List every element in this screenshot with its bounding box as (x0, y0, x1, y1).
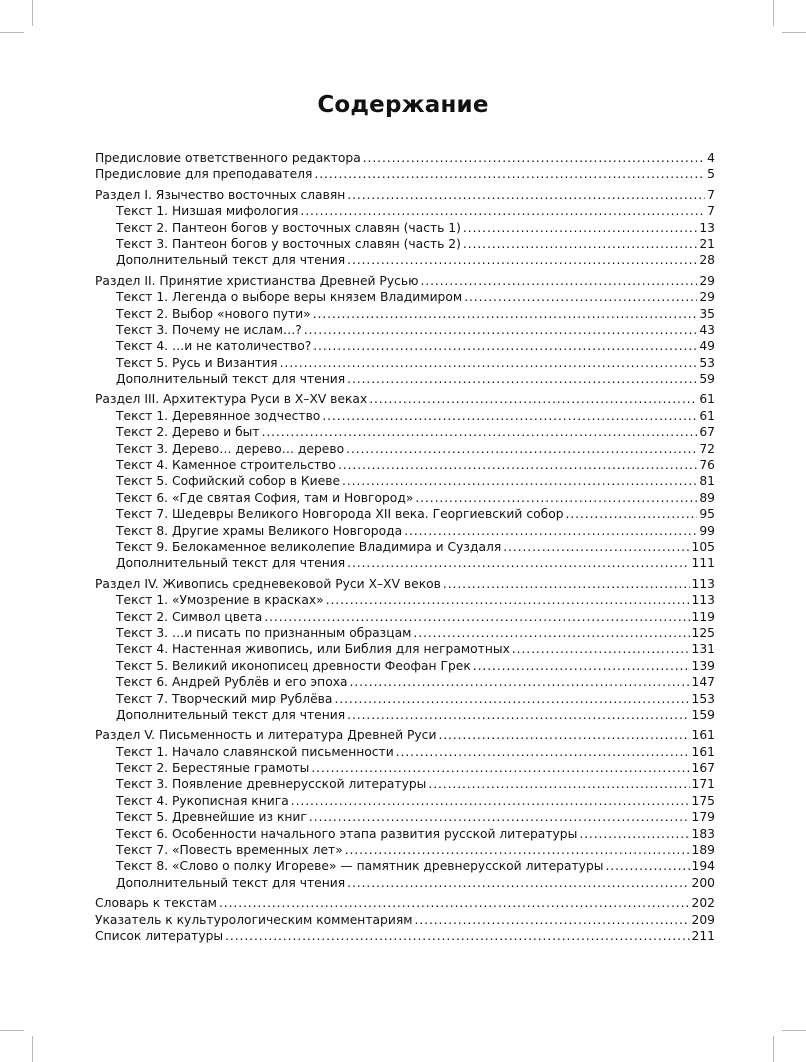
toc-subentry[interactable] (95, 760, 715, 776)
toc-subentry[interactable] (95, 220, 715, 236)
toc-page-number: 5 (707, 167, 715, 182)
dot-leader (396, 744, 690, 760)
toc-page-number: 49 (699, 339, 715, 354)
dot-leader (605, 858, 689, 874)
toc-subentry[interactable] (95, 858, 715, 874)
toc-subentry[interactable] (95, 252, 715, 268)
toc-page-number: 89 (699, 490, 715, 505)
toc-entry-title: Текст 5. Софийский собор в Киеве (116, 474, 341, 489)
toc-entry-title: Текст 3. Дерево… дерево… дерево (116, 441, 345, 456)
toc-entry-title: Указатель к культурологическим комментариям (95, 912, 413, 927)
toc-page-number: 131 (691, 642, 715, 657)
toc-entry-title: Раздел IV. Живопись средневековой Руси X–XV веков (95, 576, 441, 591)
toc-page-number: 28 (699, 253, 715, 268)
toc-page-number: 111 (691, 556, 715, 571)
toc-section (95, 187, 715, 269)
toc-entry-title: Раздел III. Архитектура Руси в X–XV веках (95, 392, 368, 407)
toc-subentry[interactable] (95, 371, 715, 387)
crop-mark (773, 0, 774, 26)
toc-entry-title: Текст 3. Пантеон богов у восточных славян (часть 2) (116, 236, 461, 251)
toc-subentry[interactable] (95, 842, 715, 858)
toc-entry[interactable] (95, 187, 715, 203)
toc-page-number: 200 (691, 875, 715, 890)
toc-entry-title: Текст 8. «Слово о полку Игореве» — памятник древнерусской литературы (116, 859, 604, 874)
toc-page-number: 53 (699, 355, 715, 370)
toc-subentry[interactable] (95, 490, 715, 506)
dot-leader (309, 809, 690, 825)
toc-page-number: 105 (691, 539, 715, 554)
toc-page-number: 159 (691, 707, 715, 722)
toc-section (95, 391, 715, 571)
dot-leader (313, 306, 698, 322)
dot-leader (404, 523, 697, 539)
toc-page-number: 211 (691, 928, 715, 943)
toc-entry-title: Дополнительный текст для чтения (116, 372, 346, 387)
dot-leader (369, 391, 697, 407)
toc-subentry[interactable] (95, 592, 715, 608)
toc-section (95, 727, 715, 891)
dot-leader (420, 273, 697, 289)
dot-leader (346, 441, 697, 457)
toc-page-number: 139 (691, 658, 715, 673)
toc-page-number: 61 (699, 392, 715, 407)
toc-page-number: 167 (691, 761, 715, 776)
toc-page-number: 35 (699, 306, 715, 321)
toc-subentry[interactable] (95, 506, 715, 522)
toc-page-number: 72 (699, 441, 715, 456)
toc-entry-title: Текст 5. Великий иконописец древности Феофан Грек (116, 658, 471, 673)
toc-entry-title: Текст 6. Особенности начального этапа развития русской литературы (116, 826, 578, 841)
toc-entry-title: Дополнительный текст для чтения (116, 707, 346, 722)
toc-entry-title: Дополнительный текст для чтения (116, 253, 346, 268)
toc-page-number: 179 (691, 810, 715, 825)
toc-entry-title: Словарь к текстам (95, 896, 217, 911)
toc-subentry[interactable] (95, 523, 715, 539)
dot-leader (503, 539, 689, 555)
dot-leader (219, 895, 690, 911)
toc-section (95, 895, 715, 944)
toc-subentry[interactable] (95, 625, 715, 641)
toc-entry[interactable] (95, 576, 715, 592)
toc-entry-title: Текст 4. …и не католичество? (116, 339, 312, 354)
toc-entry[interactable] (95, 150, 715, 166)
toc-entry-title: Текст 5. Древнейшие из книг (116, 810, 307, 825)
toc-page-number: 29 (699, 290, 715, 305)
toc-entry[interactable] (95, 912, 715, 928)
toc-entry-title: Текст 1. «Умозрение в красках» (116, 593, 324, 608)
dot-leader (345, 842, 690, 858)
dot-leader (428, 776, 689, 792)
dot-leader (512, 641, 690, 657)
toc-subentry[interactable] (95, 875, 715, 891)
crop-mark (32, 1036, 33, 1062)
toc-entry-title: Текст 7. Шедевры Великого Новгорода XII века. Георгиевский собор (116, 507, 564, 522)
toc-page-number: 147 (691, 675, 715, 690)
dot-leader (342, 473, 697, 489)
toc-subentry[interactable] (95, 355, 715, 371)
toc-subentry[interactable] (95, 338, 715, 354)
toc-entry[interactable] (95, 166, 715, 182)
toc-subentry[interactable] (95, 744, 715, 760)
toc-entry-title: Текст 6. Андрей Рублёв и его эпоха (116, 675, 348, 690)
crop-mark (782, 32, 806, 33)
dot-leader (473, 658, 690, 674)
crop-mark (782, 1030, 806, 1031)
dot-leader (300, 203, 705, 219)
toc-section (95, 576, 715, 724)
dot-leader (438, 727, 689, 743)
toc-entry-title: Текст 7. «Повесть временных лет» (116, 843, 343, 858)
dot-leader (291, 793, 690, 809)
dot-leader (579, 826, 689, 842)
crop-mark (0, 1030, 24, 1031)
toc-entry-title: Дополнительный текст для чтения (116, 556, 346, 571)
dot-leader (463, 220, 697, 236)
dot-leader (347, 555, 689, 571)
toc-entry-title: Текст 2. Символ цвета (116, 609, 263, 624)
dot-leader (350, 674, 690, 690)
dot-leader (225, 928, 689, 944)
toc-entry-title: Текст 7. Творческий мир Рублёва (116, 691, 333, 706)
toc-subentry[interactable] (95, 658, 715, 674)
toc-page-number: 29 (699, 273, 715, 288)
toc-page-number: 113 (691, 593, 715, 608)
toc-subentry[interactable] (95, 609, 715, 625)
toc-entry[interactable] (95, 928, 715, 944)
toc-page-number: 113 (691, 576, 715, 591)
toc-entry-title: Текст 2. Дерево и быт (116, 425, 260, 440)
toc-subentry[interactable] (95, 691, 715, 707)
toc-page-number: 183 (691, 826, 715, 841)
dot-leader (347, 875, 689, 891)
toc-page-number: 59 (699, 372, 715, 387)
toc-entry-title: Текст 3. Появление древнерусской литературы (116, 777, 427, 792)
dot-leader (363, 150, 705, 166)
toc-page-number: 119 (691, 609, 715, 624)
toc-subentry[interactable] (95, 555, 715, 571)
dot-leader (415, 912, 690, 928)
toc-entry-title: Текст 5. Русь и Византия (116, 355, 278, 370)
page-title: Содержание (317, 92, 489, 118)
toc-subentry[interactable] (95, 641, 715, 657)
toc-subentry[interactable] (95, 707, 715, 723)
dot-leader (322, 408, 697, 424)
toc-entry-title: Текст 1. Легенда о выборе веры князем Владимиром (116, 290, 463, 305)
toc-entry-title: Текст 4. Рукописная книга (116, 793, 289, 808)
toc-entry-title: Раздел V. Письменность и литература Древней Руси (95, 728, 437, 743)
dot-leader (347, 707, 689, 723)
toc-section (95, 273, 715, 388)
dot-leader (262, 424, 698, 440)
toc-page-number: 209 (691, 912, 715, 927)
toc-entry[interactable] (95, 391, 715, 407)
dot-leader (347, 187, 705, 203)
dot-leader (338, 457, 697, 473)
toc-subentry[interactable] (95, 826, 715, 842)
toc-subentry[interactable] (95, 793, 715, 809)
toc-entry[interactable] (95, 273, 715, 289)
toc-page-number: 171 (691, 777, 715, 792)
toc-subentry[interactable] (95, 473, 715, 489)
toc-page-number: 76 (699, 458, 715, 473)
toc-page-number: 189 (691, 843, 715, 858)
toc-entry-title: Текст 1. Деревянное зодчество (116, 408, 321, 423)
toc-subentry[interactable] (95, 408, 715, 424)
toc-subentry[interactable] (95, 322, 715, 338)
crop-mark (0, 32, 24, 33)
toc-entry-title: Предисловие ответственного редактора (95, 151, 361, 165)
toc-entry[interactable] (95, 727, 715, 743)
toc-entry-title: Текст 4. Каменное строительство (116, 458, 336, 473)
toc-subentry[interactable] (95, 289, 715, 305)
toc-entry-title: Раздел II. Принятие христианства Древней Русью (95, 273, 419, 288)
toc-page-number: 4 (707, 151, 715, 165)
toc-subentry[interactable] (95, 674, 715, 690)
toc-entry-title: Раздел I. Язычество восточных славян (95, 187, 346, 202)
toc-entry-title: Список литературы (95, 928, 224, 943)
toc-page-number: 153 (691, 691, 715, 706)
toc-entry-title: Текст 3. Почему не ислам…? (116, 322, 302, 337)
toc-entry-title: Текст 1. Низшая мифология (116, 204, 299, 219)
toc-entry-title: Предисловие для преподавателя (95, 167, 313, 182)
dot-leader (463, 236, 697, 252)
dot-leader (415, 490, 697, 506)
toc-page-number: 161 (691, 744, 715, 759)
toc-page-number: 7 (707, 204, 715, 219)
toc-section (95, 150, 715, 183)
toc-page-number: 194 (691, 859, 715, 874)
toc-page-number: 43 (699, 322, 715, 337)
toc-page-number: 202 (691, 896, 715, 911)
toc-page-number: 161 (691, 728, 715, 743)
dot-leader (413, 625, 689, 641)
toc-subentry[interactable] (95, 539, 715, 555)
toc-entry-title: Текст 6. «Где святая София, там и Новгород» (116, 490, 414, 505)
toc-page-number: 125 (691, 625, 715, 640)
toc-entry[interactable] (95, 895, 715, 911)
dot-leader (347, 252, 697, 268)
dot-leader (264, 609, 689, 625)
dot-leader (311, 760, 689, 776)
dot-leader (566, 506, 698, 522)
toc-page-number: 81 (699, 474, 715, 489)
toc-subentry[interactable] (95, 441, 715, 457)
toc-subentry[interactable] (95, 809, 715, 825)
toc-page-number: 99 (699, 523, 715, 538)
toc-page-number: 21 (699, 236, 715, 251)
crop-mark (32, 0, 33, 26)
toc-entry-title: Текст 8. Другие храмы Великого Новгорода (116, 523, 403, 538)
toc-subentry[interactable] (95, 776, 715, 792)
dot-leader (314, 166, 705, 182)
toc-subentry[interactable] (95, 203, 715, 219)
dot-leader (464, 289, 697, 305)
dot-leader (304, 322, 698, 338)
toc-entry-title: Текст 2. Берестяные грамоты (116, 761, 310, 776)
toc-subentry[interactable] (95, 236, 715, 252)
toc-page-number: 175 (691, 793, 715, 808)
crop-mark (773, 1036, 774, 1062)
toc-entry-title: Текст 9. Белокаменное великолепие Владимира и Суздаля (116, 539, 502, 554)
toc-entry-title: Текст 3. …и писать по признанным образцам (116, 625, 412, 640)
toc-page-number: 95 (699, 507, 715, 522)
toc-entry-title: Дополнительный текст для чтения (116, 875, 346, 890)
toc-entry-title: Текст 2. Пантеон богов у восточных славян (часть 1) (116, 220, 461, 235)
dot-leader (334, 691, 689, 707)
toc-subentry[interactable] (95, 306, 715, 322)
toc-page-number: 13 (699, 220, 715, 235)
dot-leader (443, 576, 690, 592)
toc-entry-title: Текст 1. Начало славянской письменности (116, 744, 394, 759)
dot-leader (347, 371, 697, 387)
toc-page-number: 7 (707, 187, 715, 202)
dot-leader (326, 592, 690, 608)
toc-subentry[interactable] (95, 457, 715, 473)
table-of-contents (95, 150, 715, 948)
toc-entry-title: Текст 4. Настенная живопись, или Библия для неграмотных (116, 642, 510, 657)
toc-page-number: 67 (699, 425, 715, 440)
toc-entry-title: Текст 2. Выбор «нового пути» (116, 306, 311, 321)
toc-page-number: 61 (699, 408, 715, 423)
toc-subentry[interactable] (95, 424, 715, 440)
dot-leader (280, 355, 698, 371)
dot-leader (313, 338, 697, 354)
